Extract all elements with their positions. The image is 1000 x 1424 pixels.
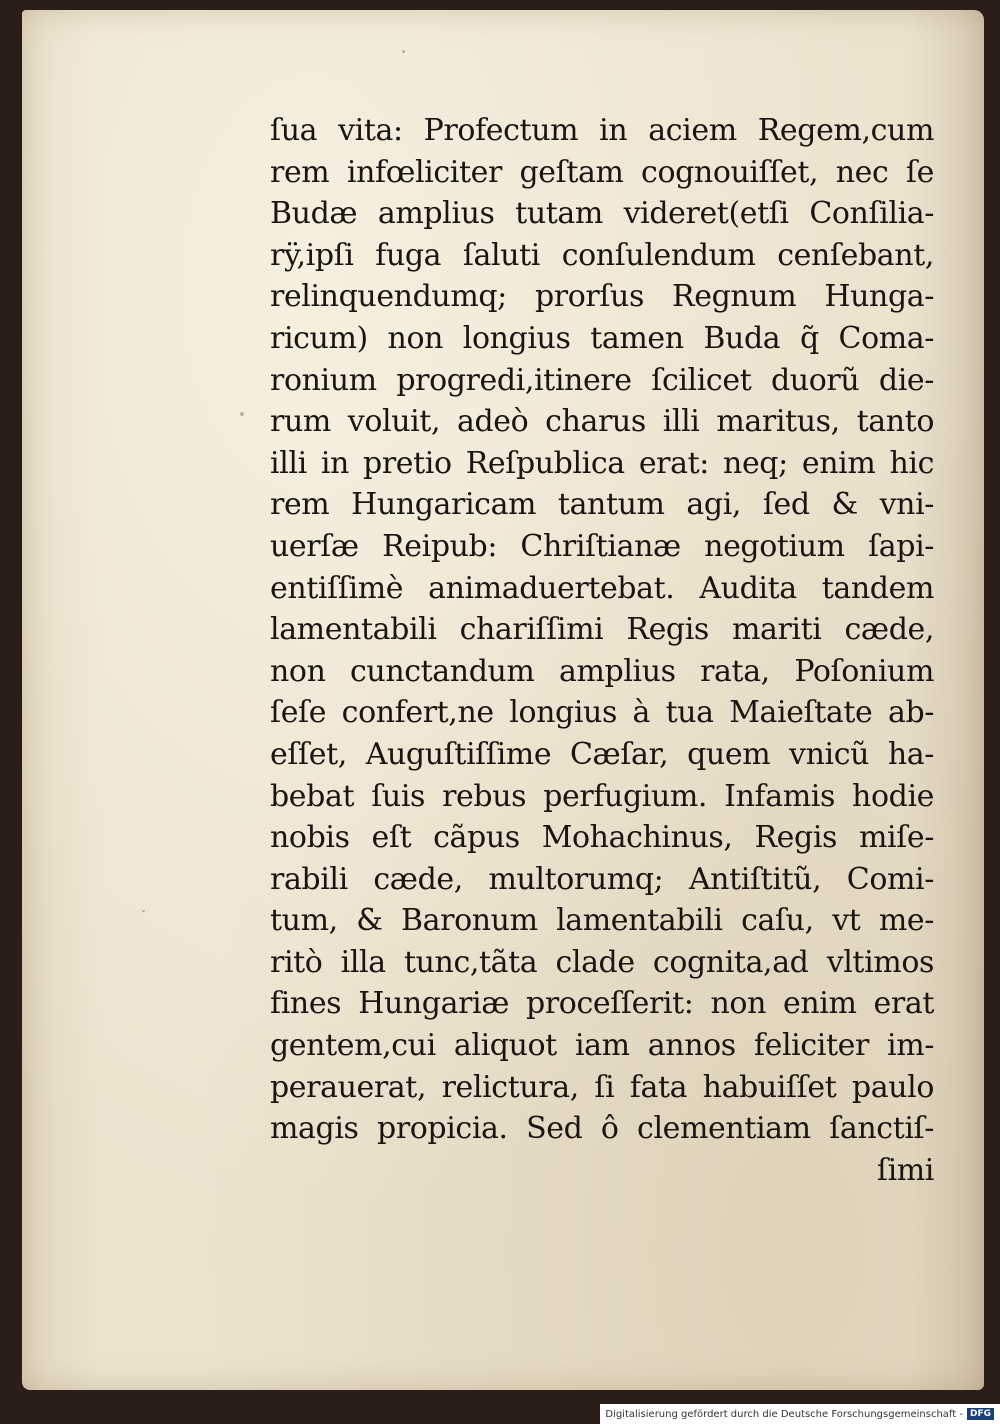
text-line: lamentabili chariſſimi Regis mariti cæde, bbox=[270, 612, 934, 648]
text-line: gentem,cui aliquot iam annos feliciter im- bbox=[270, 1028, 934, 1064]
catchword: ſimi bbox=[876, 1152, 934, 1188]
text-line: bebat ſuis rebus perfugium. Infamis hodie bbox=[270, 778, 934, 814]
text-line: magis propicia. Sed ô clementiam ſanctiſ- bbox=[270, 1111, 934, 1147]
text-line: ronium progredi,itinere ſcilicet duorũ die- bbox=[270, 362, 934, 398]
text-line: illi in pretio Reſpublica erat: neq; enim hic bbox=[270, 445, 934, 481]
dfg-logo: DFG bbox=[967, 1408, 994, 1420]
text-line: perauerat, relictura, ſi fata habuiſſet paulo bbox=[270, 1069, 934, 1105]
text-line: rem infœliciter geſtam cognouiſſet, nec ſe bbox=[270, 154, 934, 190]
text-line: rum voluit, adeò charus illi maritus, tanto bbox=[270, 404, 934, 440]
text-line: nobis eſt cãpus Mohachinus, Regis miſe- bbox=[270, 820, 934, 856]
text-line: ritò illa tunc,tãta clade cognita,ad vltimos bbox=[270, 944, 934, 980]
text-line: tum, & Baronum lamentabili caſu, vt me- bbox=[270, 903, 934, 939]
text-line: ricum) non longius tamen Buda q̃ Coma- bbox=[270, 320, 934, 356]
text-line: rabili cæde, multorumq; Antiſtitũ, Comi- bbox=[270, 861, 934, 897]
page-stain bbox=[142, 910, 145, 912]
text-line: uerſæ Reipub: Chriſtianæ negotium ſapi- bbox=[270, 528, 934, 564]
text-line: fines Hungariæ proceſſerit: non enim erat bbox=[270, 986, 934, 1022]
body-text bbox=[270, 110, 950, 1191]
text-line: ſua vita: Profectum in aciem Regem,cum bbox=[270, 113, 934, 148]
page-stain bbox=[240, 412, 244, 416]
text-line: eſſet, Auguſtiſſime Cæſar, quem vnicũ ha- bbox=[270, 736, 934, 772]
text-line: rem Hungaricam tantum agi, ſed & vni- bbox=[270, 487, 934, 523]
text-line: entiſſimè animaduertebat. Audita tandem bbox=[270, 570, 934, 606]
text-line: Budæ amplius tutam videret(etſi Conſilia- bbox=[270, 196, 934, 232]
footer-credit: Digitalisierung gefördert durch die Deutsche Forschungsgemeinschaft - bbox=[605, 1408, 963, 1420]
text-line: relinquendumq; prorſus Regnum Hunga- bbox=[270, 279, 934, 315]
page-stain bbox=[402, 50, 405, 53]
digitization-footer bbox=[600, 1404, 1000, 1424]
text-line: rÿ,ipſi fuga ſaluti conſulendum cenſebant, bbox=[270, 237, 934, 273]
text-line: ſeſe confert,ne longius à tua Maieſtate ab- bbox=[270, 695, 934, 731]
text-line: non cunctandum amplius rata, Poſonium bbox=[270, 653, 934, 689]
